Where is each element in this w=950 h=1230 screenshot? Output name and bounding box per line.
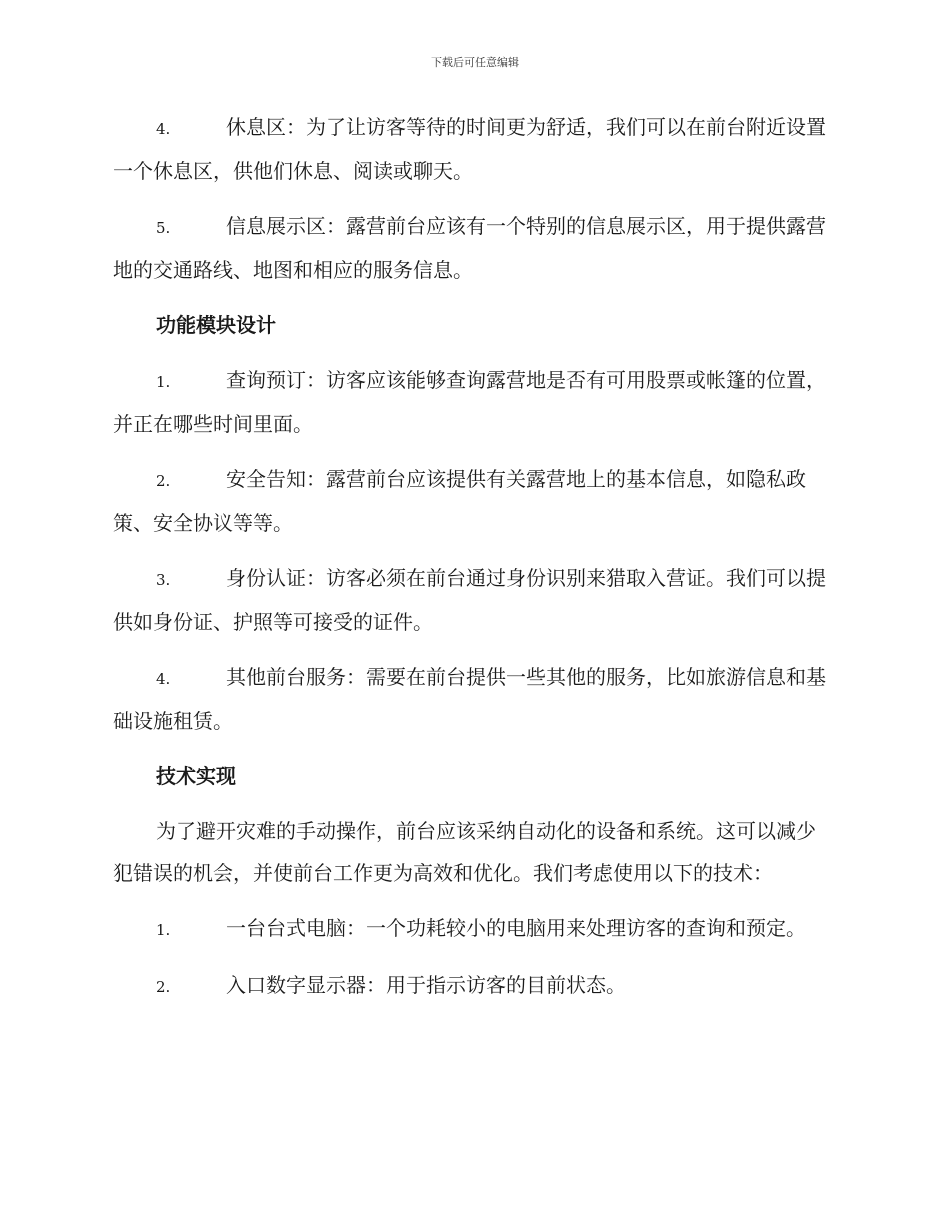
list-number: 2. [156,978,171,996]
list-item [113,557,835,643]
list-text: 身份认证：访客必须在前台通过身份识别来猎取入营证。我们可以提供如身份证、护照等可接受的证件。 [113,566,826,634]
list-text: 信息展示区：露营前台应该有一个特别的信息展示区，用于提供露营地的交通路线、地图和相应的服务信息。 [113,214,826,282]
list-text: 休息区：为了让访客等待的时间更为舒适，我们可以在前台附近设置一个休息区，供他们休息、阅读或聊天。 [113,115,826,183]
page-header: 下载后可任意编辑 [431,56,519,69]
list-item [113,964,835,1008]
list-number: 1. [156,921,171,939]
list-text: 一台台式电脑：一个功耗较小的电脑用来处理访客的查询和预定。 [226,916,806,940]
list-item [113,458,835,544]
list-item [113,656,835,742]
list-number: 1. [156,373,171,391]
list-number: 5. [156,219,171,237]
list-item [113,359,835,445]
list-number: 2. [156,472,171,490]
list-item [113,907,835,951]
tech-intro-paragraph: 为了避开灾难的手动操作，前台应该采纳自动化的设备和系统。这可以减少犯错误的机会，并使前台工作更为高效和优化。我们考虑使用以下的技术： [113,819,816,885]
list-number: 3. [156,571,171,589]
list-text: 其他前台服务：需要在前台提供一些其他的服务，比如旅游信息和基础设施租赁。 [113,665,826,733]
list-number: 4. [156,670,171,688]
list-item [113,106,835,192]
section-heading-tech: 技术实现 [156,764,236,788]
list-text: 入口数字显示器：用于指示访客的目前状态。 [226,973,626,997]
list-text: 安全告知：露营前台应该提供有关露营地上的基本信息，如隐私政策、安全协议等等。 [113,467,806,535]
list-text: 查询预订：访客应该能够查询露营地是否有可用股票或帐篷的位置，并正在哪些时间里面。 [113,368,826,436]
document-content [113,106,835,1021]
list-item [113,205,835,291]
list-number: 4. [156,120,171,138]
section-heading-function: 功能模块设计 [156,313,276,337]
